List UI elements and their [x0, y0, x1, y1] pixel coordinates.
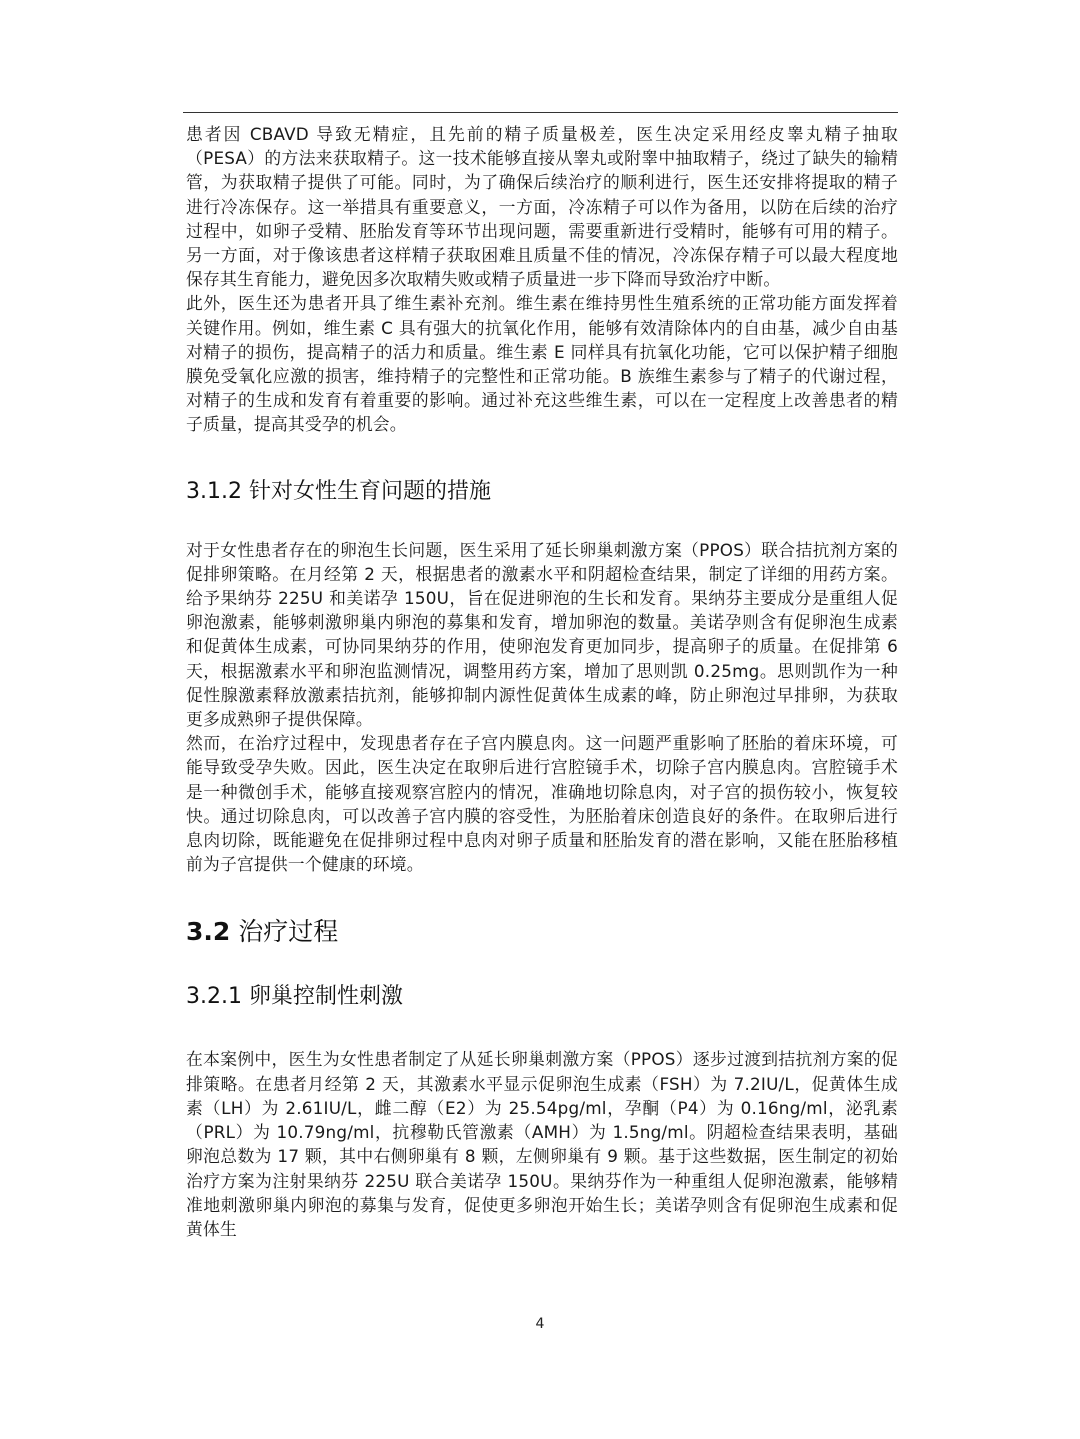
heading-3-2-1: 3.2.1 卵巢控制性刺激: [186, 984, 403, 1010]
heading-3-2: [186, 916, 898, 948]
heading-3-1-2: 3.1.2 针对女性生育问题的措施: [186, 478, 491, 504]
header-rule: [183, 112, 898, 113]
page-content: [186, 122, 898, 1241]
paragraph-pesa: 患者因 CBAVD 导致无精症，且先前的精子质量极差，医生决定采用经皮睾丸精子抽取（PESA）的方法来获取精子。这一技术能够直接从睾丸或附睾中抽取精子，绕过了缺失的输精管，为获取精子提供了可能。同时，为了确保后续治疗的顺利进行，医生还安排将提取的精子进行冷冻保存。这一举措具有重要意义，一方面，冷冻精子可以作为备用，以防在后续的治疗过程中，如卵子受精、胚胎发育等环节出现问题，需要重新进行受精时，能够有可用的精子。另一方面，对于像该患者这样精子获取困难且质量不佳的情况，冷冻保存精子可以最大程度地保存其生育能力，避免因多次取精失败或精子质量进一步下降而导致治疗中断。: [186, 124, 898, 290]
paragraph-polyp: 然而，在治疗过程中，发现患者存在子宫内膜息肉。这一问题严重影响了胚胎的着床环境，可能导致受孕失败。因此，医生决定在取卵后进行宫腔镜手术，切除子宫内膜息肉。宫腔镜手术是一种微创手术，能够直接观察宫腔内的情况，准确地切除息肉，对子宫的损伤较小，恢复较快。通过切除息肉，可以改善子宫内膜的容受性，为胚胎着床创造良好的条件。在取卵后进行息肉切除，既能避免在促排卵过程中息肉对卵子质量和胚胎发育的潜在影响，又能在胚胎移植前为子宫提供一个健康的环境。: [186, 733, 898, 875]
heading-3-2-text: 治疗过程: [230, 917, 339, 947]
paragraph-ppos: 对于女性患者存在的卵泡生长问题，医生采用了延长卵巢刺激方案（PPOS）联合拮抗剂方案的促排卵策略。在月经第 2 天，根据患者的激素水平和阴超检查结果，制定了详细的用药方案。给予果纳芬 225U 和美诺孕 150U，旨在促进卵泡的生长和发育。果纳芬主要成分是重组人促卵泡激素，能够刺激卵巢内卵泡的募集和发育，增加卵泡的数量。美诺孕则含有促卵泡生成素和促黄体生成素，可协同果纳芬的作用，使卵泡发育更加同步，提高卵子的质量。在促排第 6 天，根据激素水平和卵泡监测情况，调整用药方案，增加了思则凯 0.25mg。思则凯作为一种促性腺激素释放激素拮抗剂，能够抑制内源性促黄体生成素的峰，防止卵泡过早排卵，为获取更多成熟卵子提供保障。: [186, 539, 898, 730]
page-number: 4: [535, 1316, 545, 1332]
paragraph-stimulation: 在本案例中，医生为女性患者制定了从延长卵巢刺激方案（PPOS）逐步过渡到拮抗剂方案的促排策略。在患者月经第 2 天，其激素水平显示促卵泡生成素（FSH）为 7.2IU/L，促黄体生成素（LH）为 2.61IU/L，雌二醇（E2）为 25.54pg/ml，孕酮（P4）为 0.16ng/ml，泌乳素（PRL）为 10.79ng/ml，抗穆勒氏管激素（AMH）为 1.5ng/ml。阴超检查结果表明，基础卵泡总数为 17 颗，其中右侧卵巢有 8 颗，左侧卵巢有 9 颗。基于这些数据，医生制定的初始治疗方案为注射果纳芬 225U 联合美诺孕 150U。果纳芬作为一种重组人促卵泡激素，能够精准地刺激卵巢内卵泡的募集与发育，促使更多卵泡开始生长；美诺孕则含有促卵泡生成素和促黄体生: [186, 1049, 898, 1239]
heading-3-2-number: 3.2: [186, 917, 231, 947]
paragraph-vitamins: 此外，医生还为患者开具了维生素补充剂。维生素在维持男性生殖系统的正常功能方面发挥着关键作用。例如，维生素 C 具有强大的抗氧化作用，能够有效清除体内的自由基，减少自由基对精子的损伤，提高精子的活力和质量。维生素 E 同样具有抗氧化功能，它可以保护精子细胞膜免受氧化应激的损害，维持精子的完整性和正常功能。B 族维生素参与了精子的代谢过程，对精子的生成和发育有着重要的影响。通过补充这些维生素，可以在一定程度上改善患者的精子质量，提高其受孕的机会。: [186, 293, 898, 435]
